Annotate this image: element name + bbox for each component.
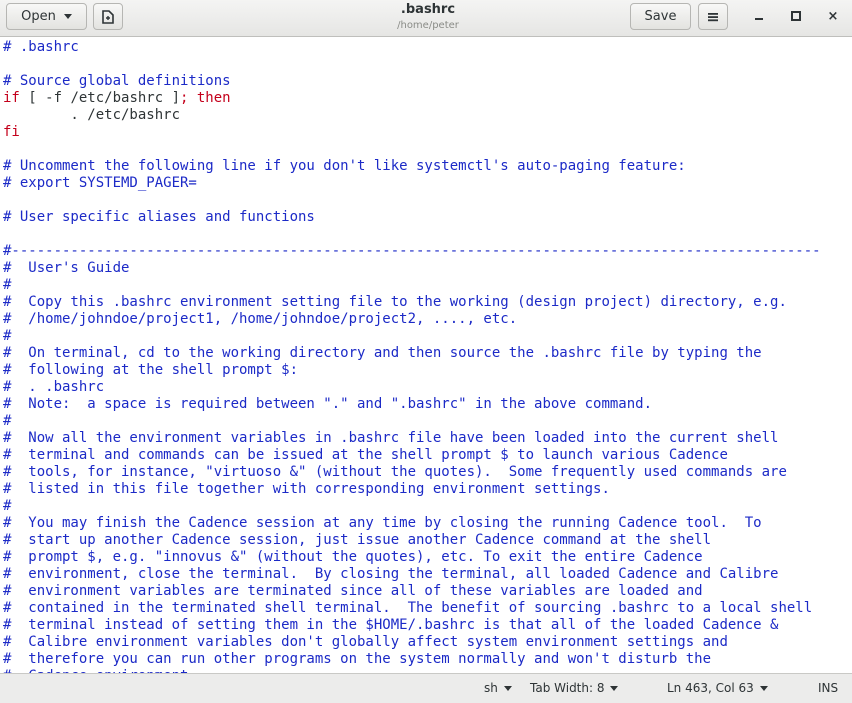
code-line <box>3 124 20 141</box>
window-title-area <box>300 2 556 33</box>
chevron-down-icon <box>760 686 768 691</box>
window-title: .bashrc <box>400 2 456 17</box>
code-keyword: ; then <box>180 90 231 106</box>
code-line: # contained in the terminated shell terminal. The benefit of sourcing .bashrc to a local shell <box>3 600 813 616</box>
code-line: # Note: a space is required between "." and ".bashrc" in the above command. <box>3 396 653 412</box>
code-line: # prompt $, e.g. "innovus &" (without the quotes), etc. To exit the entire Cadence <box>3 549 703 565</box>
code-line: # terminal and commands can be issued at the shell prompt $ to launch various Cadence <box>3 447 728 463</box>
cursor-position[interactable] <box>667 681 768 695</box>
header-bar <box>0 0 852 37</box>
code-line: # Uncomment the following line if you don't like systemctl's auto-paging feature: <box>3 158 686 174</box>
code-line: # /home/johndoe/project1, /home/johndoe/project2, ...., etc. <box>3 311 518 327</box>
code-line: # Now all the environment variables in .bashrc file have been loaded into the current shell <box>3 430 779 446</box>
hamburger-menu-icon <box>707 11 719 23</box>
save-button[interactable]: Save <box>630 3 691 30</box>
code-line: # User specific aliases and functions <box>3 209 315 225</box>
close-icon: × <box>827 8 839 24</box>
code-line: # Copy this .bashrc environment setting file to the working (design project) directory, e.g. <box>3 294 787 310</box>
close-button[interactable] <box>822 5 844 27</box>
open-button-label: Open <box>21 9 56 24</box>
code-line: # listed in this file together with corresponding environment settings. <box>3 481 610 497</box>
code-line: # .bashrc <box>3 39 79 55</box>
status-bar <box>0 673 852 703</box>
code-line: # You may finish the Cadence session at any time by closing the running Cadence tool. To <box>3 515 762 531</box>
code-line: # <box>3 277 12 293</box>
chevron-down-icon <box>610 686 618 691</box>
minimize-icon <box>755 18 763 20</box>
chevron-down-icon <box>504 686 512 691</box>
code-line: # Source global definitions <box>3 73 231 89</box>
code-line: # User's Guide <box>3 260 130 276</box>
window-subtitle: /home/peter <box>397 20 459 31</box>
code-text: /etc/bashrc ] <box>70 90 181 106</box>
language-label: sh <box>484 681 498 695</box>
code-line: #------------------------------------------------------------------------------------------------ <box>3 243 821 259</box>
cursor-position-label: Ln 463, Col 63 <box>667 681 754 695</box>
code-line: # export SYSTEMD_PAGER= <box>3 175 197 191</box>
code-line: # therefore you can run other programs on the system normally and won't disturb the <box>3 651 712 667</box>
code-keyword: if <box>3 90 20 106</box>
text-editor[interactable] <box>0 37 852 673</box>
code-line: # environment variables are terminated since all of these variables are loaded and <box>3 583 703 599</box>
code-line: # following at the shell prompt $: <box>3 362 299 378</box>
code-line: # start up another Cadence session, just issue another Cadence command at the shell <box>3 532 712 548</box>
menu-button[interactable] <box>698 3 728 30</box>
chevron-down-icon <box>64 14 72 19</box>
code-text: [ -f <box>19 90 71 106</box>
code-line: # environment, close the terminal. By closing the terminal, all loaded Cadence and Calibre <box>3 566 779 582</box>
code-line: # <box>3 498 12 514</box>
insert-mode-label: INS <box>818 681 839 695</box>
minimize-button[interactable] <box>748 5 770 27</box>
tab-width-selector[interactable] <box>530 681 618 695</box>
new-document-button[interactable] <box>93 3 123 30</box>
code-line: # <box>3 413 12 429</box>
code-line: # Calibre environment variables don't globally affect system environment settings and <box>3 634 728 650</box>
new-document-icon <box>101 10 115 24</box>
maximize-icon <box>791 11 801 21</box>
code-line <box>3 90 231 107</box>
code-line <box>3 107 180 124</box>
tab-width-label: Tab Width: 8 <box>530 681 605 695</box>
code-keyword: fi <box>3 124 20 140</box>
insert-mode <box>818 681 838 695</box>
open-button[interactable] <box>6 3 87 30</box>
code-line: # . .bashrc <box>3 379 105 395</box>
code-line: # On terminal, cd to the working directory and then source the .bashrc file by typing the <box>3 345 762 361</box>
code-line: # tools, for instance, "virtuoso &" (without the quotes). Some frequently used commands are <box>3 464 787 480</box>
language-selector[interactable] <box>484 681 512 695</box>
code-line: # terminal instead of setting them in the $HOME/.bashrc is that all of the loaded Cadence & <box>3 617 779 633</box>
maximize-button[interactable] <box>785 5 807 27</box>
code-line: # <box>3 328 12 344</box>
code-text: . /etc/bashrc <box>3 107 181 123</box>
